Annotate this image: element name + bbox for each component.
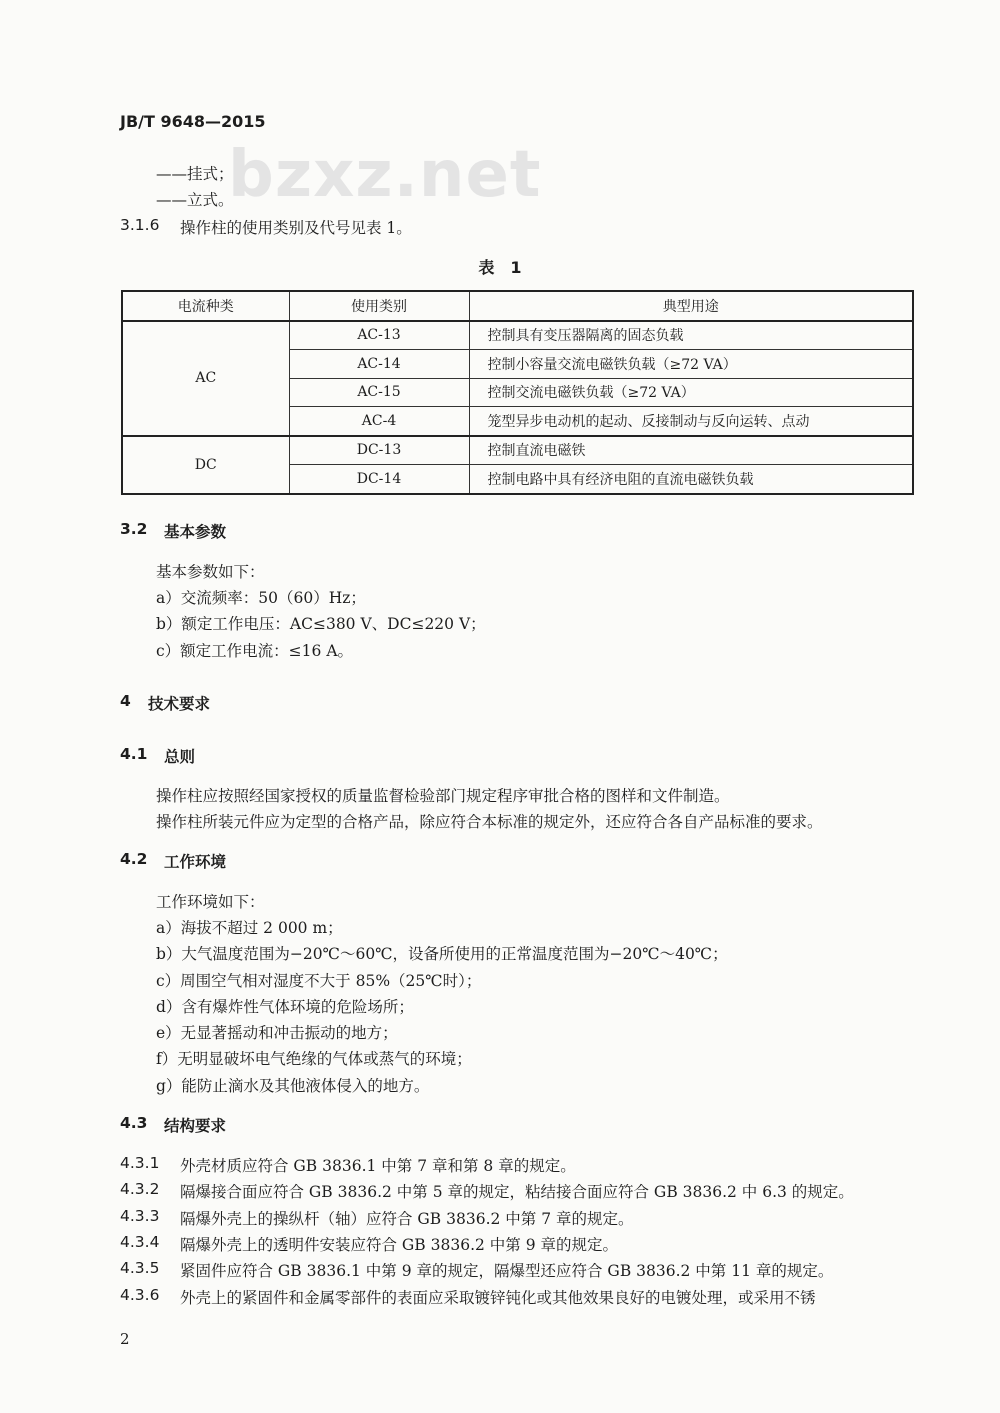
page-number: 2 bbox=[120, 1330, 130, 1348]
clause-text: 紧固件应符合 GB 3836.1 中第 9 章的规定，隔爆型还应符合 GB 3836.2 中第 11 章的规定。 bbox=[180, 1262, 834, 1280]
mount-item: ——挂式； bbox=[156, 165, 234, 183]
section-number: 4.1 bbox=[120, 745, 148, 763]
header-current-type: 电流种类 bbox=[122, 291, 289, 321]
table-row bbox=[122, 436, 913, 465]
clause-number: 4.3.4 bbox=[120, 1233, 160, 1251]
clause-text: 外壳上的紧固件和金属零部件的表面应采取镀锌钝化或其他效果良好的电镀处理，或采用不锈 bbox=[180, 1289, 816, 1307]
usage-category-table bbox=[121, 290, 914, 495]
category-cell: DC-14 bbox=[289, 465, 469, 494]
section-title: 基本参数 bbox=[164, 523, 227, 541]
clause-text: 隔爆外壳上的操纵杆（轴）应符合 GB 3836.2 中第 7 章的规定。 bbox=[180, 1210, 634, 1228]
chapter-number: 4 bbox=[120, 692, 131, 710]
section-intro: 工作环境如下： bbox=[156, 893, 265, 911]
use-cell: 控制电路中具有经济电阻的直流电磁铁负载 bbox=[469, 465, 913, 494]
clause-number: 4.3.2 bbox=[120, 1180, 160, 1198]
category-cell: DC-13 bbox=[289, 436, 469, 465]
list-item: d）含有爆炸性气体环境的危险场所； bbox=[156, 998, 414, 1016]
use-cell: 控制具有变压器隔离的固态负载 bbox=[469, 321, 913, 350]
clause-number: 4.3.1 bbox=[120, 1154, 160, 1172]
section-number: 3.2 bbox=[120, 520, 148, 538]
document-code: JB/T 9648—2015 bbox=[120, 112, 266, 131]
clause-number: 3.1.6 bbox=[120, 216, 160, 234]
category-cell: AC-15 bbox=[289, 378, 469, 407]
section-number: 4.2 bbox=[120, 850, 148, 868]
list-item: g）能防止滴水及其他液体侵入的地方。 bbox=[156, 1077, 430, 1095]
table-row bbox=[122, 321, 913, 350]
paragraph: 操作柱所装元件应为定型的合格产品，除应符合本标准的规定外，还应符合各自产品标准的要求。 bbox=[156, 813, 823, 831]
clause-number: 4.3.5 bbox=[120, 1259, 160, 1277]
list-item: b）大气温度范围为−20℃～60℃，设备所使用的正常温度范围为−20℃～40℃； bbox=[156, 945, 728, 963]
category-cell: AC-13 bbox=[289, 321, 469, 350]
clause-text: 隔爆外壳上的透明件安装应符合 GB 3836.2 中第 9 章的规定。 bbox=[180, 1236, 619, 1254]
list-item: c）额定工作电流：≤16 A。 bbox=[156, 642, 354, 660]
list-item: a）海拔不超过 2 000 m； bbox=[156, 919, 343, 937]
header-typical-use: 典型用途 bbox=[469, 291, 913, 321]
section-intro: 基本参数如下： bbox=[156, 563, 265, 581]
current-type-cell: AC bbox=[122, 321, 289, 436]
table-caption: 表 1 bbox=[478, 258, 522, 277]
section-title: 工作环境 bbox=[164, 853, 227, 871]
category-cell: AC-14 bbox=[289, 350, 469, 379]
clause-text: 隔爆接合面应符合 GB 3836.2 中第 5 章的规定，粘结接合面应符合 GB 3836.2 中 6.3 的规定。 bbox=[180, 1183, 854, 1201]
list-item: f）无明显破坏电气绝缘的气体或蒸气的环境； bbox=[156, 1050, 472, 1068]
header-category: 使用类别 bbox=[289, 291, 469, 321]
list-item: a）交流频率：50（60）Hz； bbox=[156, 589, 366, 607]
current-type-cell: DC bbox=[122, 436, 289, 494]
clause-text: 操作柱的使用类别及代号见表 1。 bbox=[180, 219, 412, 237]
list-item: c）周围空气相对湿度不大于 85%（25℃时）； bbox=[156, 972, 482, 990]
clause-number: 4.3.3 bbox=[120, 1207, 160, 1225]
mount-item: ——立式。 bbox=[156, 191, 234, 209]
paragraph: 操作柱应按照经国家授权的质量监督检验部门规定程序审批合格的图样和文件制造。 bbox=[156, 787, 730, 805]
category-cell: AC-4 bbox=[289, 407, 469, 436]
chapter-title: 技术要求 bbox=[148, 695, 211, 713]
use-cell: 控制小容量交流电磁铁负载（≥72 VA） bbox=[469, 350, 913, 379]
clause-text: 外壳材质应符合 GB 3836.1 中第 7 章和第 8 章的规定。 bbox=[180, 1157, 576, 1175]
section-title: 结构要求 bbox=[164, 1117, 227, 1135]
use-cell: 笼型异步电动机的起动、反接制动与反向运转、点动 bbox=[469, 407, 913, 436]
section-title: 总则 bbox=[164, 748, 196, 766]
section-number: 4.3 bbox=[120, 1114, 148, 1132]
use-cell: 控制交流电磁铁负载（≥72 VA） bbox=[469, 378, 913, 407]
list-item: e）无显著摇动和冲击振动的地方； bbox=[156, 1024, 398, 1042]
watermark: bzxz.net bbox=[228, 138, 542, 212]
clause-number: 4.3.6 bbox=[120, 1286, 160, 1304]
use-cell: 控制直流电磁铁 bbox=[469, 436, 913, 465]
table-header-row bbox=[122, 291, 913, 321]
list-item: b）额定工作电压：AC≤380 V、DC≤220 V； bbox=[156, 615, 486, 633]
